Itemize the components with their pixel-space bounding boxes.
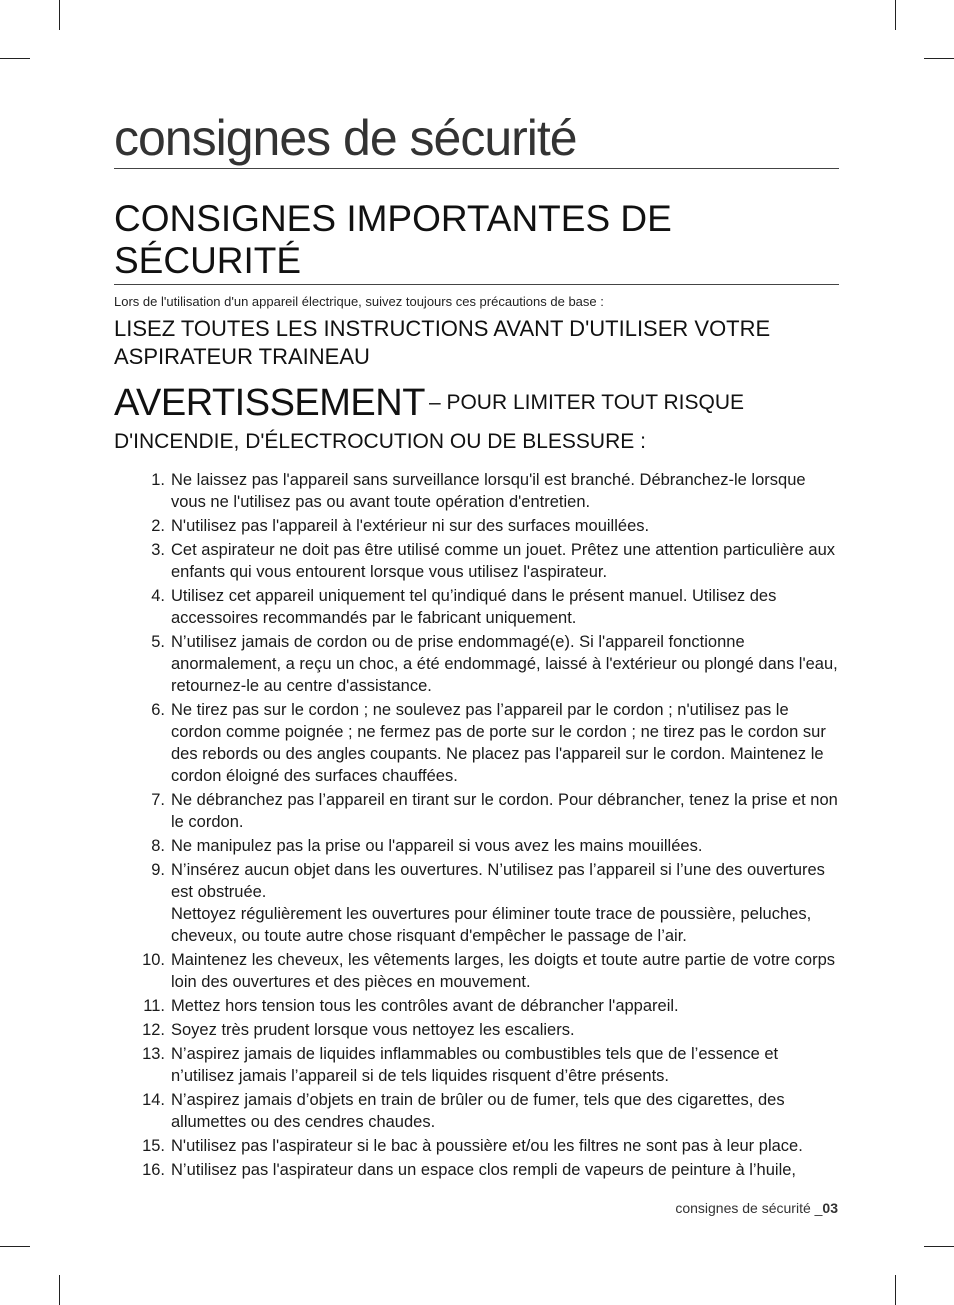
intro-text: Lors de l'utilisation d'un appareil électrique, suivez toujours ces précautions de base : [114,294,604,309]
list-item [114,631,842,697]
list-item-main-text: Ne laissez pas l'appareil sans surveillance lorsqu'il est branché. Débranchez-le lorsque vous ne l'utilisez pas ou avant toute opération d'entretien. [171,471,806,511]
list-item-number: 7. [151,791,165,809]
crop-mark [59,1275,60,1305]
list-item-number: 10. [142,951,165,969]
page-title: consignes de sécurité [114,110,577,166]
crop-mark [59,0,60,30]
list-item [114,539,842,583]
list-item-main-text: N’insérez aucun objet dans les ouvertures. N’utilisez pas l’appareil si l’une des ouvertures est obstruée. [171,861,825,901]
footer-label: consignes de sécurité _ [675,1200,823,1216]
crop-mark [924,58,954,59]
list-item [114,1019,842,1041]
list-item [114,1043,842,1087]
list-item-main-text: N’utilisez jamais de cordon ou de prise endommagé(e). Si l'appareil fonctionne anormalement, a reçu un choc, a été endommagé, laissé à l'extérieur ou plongé dans l'eau, retournez-le au centre d'assistance. [171,633,838,695]
list-item-main-text: Mettez hors tension tous les contrôles avant de débrancher l'appareil. [171,997,679,1015]
list-item [114,1159,842,1181]
list-item-number: 4. [151,587,165,605]
crop-mark [895,1275,896,1305]
list-item-text [171,1043,842,1087]
list-item-number: 5. [151,633,165,651]
section-rule [114,284,839,285]
list-item-main-text: N'utilisez pas l'appareil à l'extérieur ni sur des surfaces mouillées. [171,517,650,535]
list-item-text [171,699,842,787]
list-item [114,469,842,513]
list-item-main-text: Cet aspirateur ne doit pas être utilisé comme un jouet. Prêtez une attention particulière aux enfants qui vous entourent lorsque vous utilisez l'aspirateur. [171,541,836,581]
list-item-text [171,1019,842,1041]
warning-heading [114,382,744,425]
list-item-number: 11. [143,997,165,1015]
page-footer [675,1200,838,1216]
list-item-text [171,631,842,697]
list-item-main-text: N'utilisez pas l'aspirateur si le bac à poussière et/ou les filtres ne sont pas à leur place. [171,1137,803,1155]
list-item-extra-text: Nettoyez régulièrement les ouvertures pour éliminer toute trace de poussière, peluches, cheveux, ou toute autre chose risquant d'empêcher le passage de l’air. [171,905,812,945]
list-item-text [171,585,842,629]
list-item-text [171,789,842,833]
list-item-text [171,995,842,1017]
list-item-text [171,859,842,947]
list-item [114,585,842,629]
list-item-main-text: N’utilisez pas l'aspirateur dans un espace clos rempli de vapeurs de peinture à l’huile, [171,1161,796,1179]
list-item [114,1135,842,1157]
crop-mark [0,58,30,59]
list-item [114,835,842,857]
warning-rest: – POUR LIMITER TOUT RISQUE [428,391,744,414]
crop-mark [895,0,896,30]
crop-mark [924,1246,954,1247]
crop-mark [0,1246,30,1247]
list-item-main-text: Ne débranchez pas l’appareil en tirant sur le cordon. Pour débrancher, tenez la prise et non le cordon. [171,791,838,831]
warning-word: AVERTISSEMENT [114,382,425,424]
list-item-main-text: N’aspirez jamais d’objets en train de brûler ou de fumer, tels que des cigarettes, des allumettes ou des cendres chaudes. [171,1091,785,1131]
list-item-main-text: Maintenez les cheveux, les vêtements larges, les doigts et toute autre partie de votre corps loin des ouvertures et des pièces en mouvement. [171,951,836,991]
sub-heading: LISEZ TOUTES LES INSTRUCTIONS AVANT D'UTILISER VOTRE ASPIRATEUR TRAINEAU [114,316,771,369]
list-item-text [171,1159,842,1181]
list-item-text [171,469,842,513]
list-item-text [171,515,842,537]
list-item-text [171,835,842,857]
list-item-number: 16. [142,1161,165,1179]
list-item-number: 15. [142,1137,165,1155]
list-item [114,699,842,787]
list-item [114,515,842,537]
list-item-number: 8. [151,837,165,855]
list-item-number: 14. [142,1091,165,1109]
list-item [114,789,842,833]
list-item-number: 6. [151,701,165,719]
safety-list [114,469,842,1183]
list-item-number: 13. [142,1045,165,1063]
list-item-main-text: Soyez très prudent lorsque vous nettoyez les escaliers. [171,1021,575,1039]
list-item-text [171,1089,842,1133]
list-item-number: 1. [151,471,165,489]
list-item-text [171,1135,842,1157]
list-item-text [171,949,842,993]
page-number: 03 [822,1200,838,1216]
list-item-number: 2. [151,517,165,535]
list-item [114,1089,842,1133]
list-item-main-text: N’aspirez jamais de liquides inflammables ou combustibles tels que de l’essence et n’utilisez jamais l’appareil si de tels liquides risquent d’être présents. [171,1045,779,1085]
list-item-main-text: Ne tirez pas sur le cordon ; ne soulevez pas l’appareil par le cordon ; n'utilisez pas le cordon comme poignée ; ne fermez pas de porte sur le cordon ; ne tirez pas le cordon sur des rebords ou des angles coupants. Ne placez pas l'appareil sur le cordon. Maintenez le cordon éloigné des surfaces chauffées. [171,701,826,785]
list-item-number: 12. [142,1021,165,1039]
section-heading: CONSIGNES IMPORTANTES DE SÉCURITÉ [114,198,672,281]
warning-heading-line2: D'INCENDIE, D'ÉLECTROCUTION OU DE BLESSURE : [114,430,646,453]
list-item-text [171,539,842,583]
list-item-main-text: Ne manipulez pas la prise ou l'appareil si vous avez les mains mouillées. [171,837,703,855]
list-item [114,995,842,1017]
list-item [114,949,842,993]
list-item-number: 9. [151,861,165,879]
title-rule [114,168,839,169]
list-item-number: 3. [151,541,165,559]
list-item [114,859,842,947]
list-item-main-text: Utilisez cet appareil uniquement tel qu’indiqué dans le présent manuel. Utilisez des accessoires recommandés par le fabricant uniquement. [171,587,777,627]
